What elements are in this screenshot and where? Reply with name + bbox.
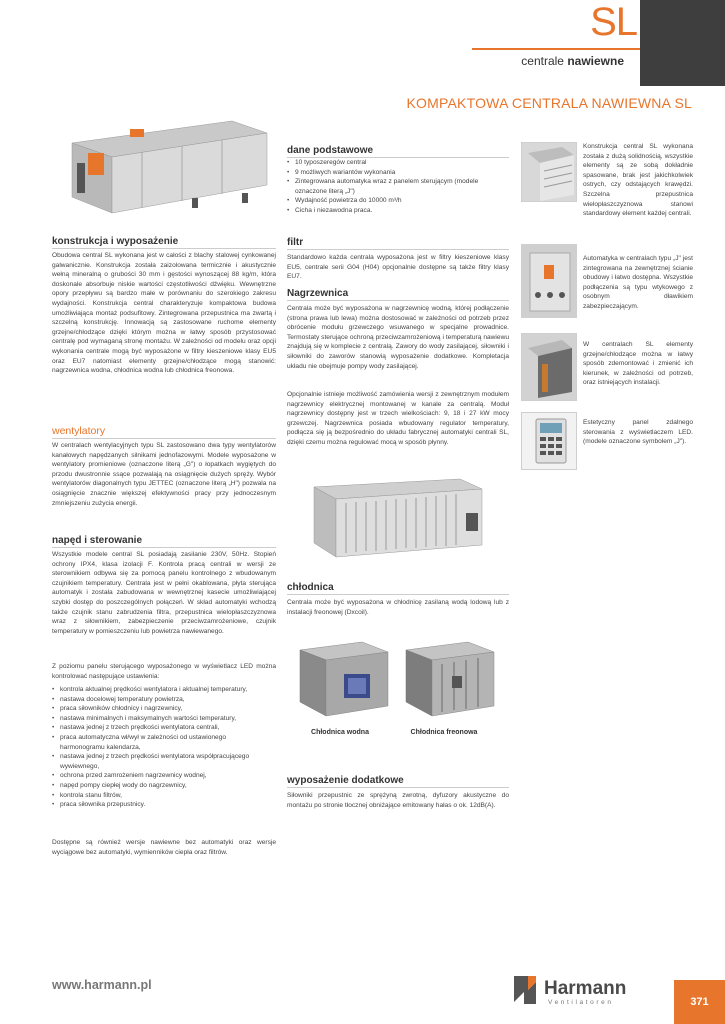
nagrzewnica-text-2: Opcjonalnie istnieje możliwość zamówienia wersji z zewnętrznym modułem nagrzewnicy elektrycznej montowanej w kanale za centralą. Moduł nagrzewnicy dostępny jest w trzech wielkościach: 9, 18 i 27 kW mocy grzewczej. Nagrzewnica posiada wbudowany regulator temperatury, podłącza się ją bezpośrednio do układu fabrycznej automatyki centrali SL, dzięki czemu można regulować mocą w sposób płynny. — [287, 391, 509, 446]
section-heading-chlodnica: chłodnica — [287, 582, 334, 593]
naped-text-3: Dostępne są również wersje nawiewne bez automatyki oraz wersje wyciągowe bez automatyki, wymienników ciepła oraz filtrów. — [52, 839, 276, 856]
product-main-image — [52, 113, 274, 221]
list-item: • praca siłowników chłodnicy i nagrzewnicy, — [52, 704, 266, 714]
detail-image-control-panel — [521, 412, 577, 470]
detail-image-coil — [521, 333, 577, 401]
list-item: • praca automatyczna wł/wył w zależności od ustawionego harmonogramu kalendarza, — [52, 733, 266, 752]
page-number: 371 — [674, 980, 725, 1024]
divider — [287, 594, 509, 595]
dodatkowe-text: Siłowniki przepustnic ze sprężyną zwrotną, dyfuzory akustyczne do montażu po stronie tłocznej obniżające emitowany hałas o ok. 12dB(A). — [287, 792, 509, 809]
nagrzewnica-text-1: Centrala może być wyposażona w nagrzewnicę wodną, której podłączenie (strona prawa lub lewa) można dostosować w zależności od potrzeb przez obrócenie modułu grzewczego wsuwanego w specjalne prowadnice. Termostaty sterujące ochroną przeciwzamrożeniową i temperaturą nawiewu znajdują się w komplecie z centralą. Zawory do wody zasilającej, siłowniki i siłowniki do zaworów stanowią wyposażenie dodatkowe. Kompletacja układu nie obejmuje pompy wody zasilającej. — [287, 305, 509, 370]
brand-name: Harmann — [544, 978, 627, 999]
divider — [287, 300, 509, 301]
list-item: • Wydajność powietrza do 10000 m³/h — [287, 196, 509, 206]
naped-text-2: Z poziomu panelu sterującego wyposażonego w wyświetlacz LED można kontrolować następujące ustawienia: — [52, 663, 276, 680]
water-cooler-image — [296, 636, 392, 722]
website-link[interactable]: www.harmann.pl — [52, 978, 152, 992]
right-text-2: Automatyka w centralach typu „J" jest zintegrowana na zewnętrznej ścianie obudowy i łatwo dostępna. Wszystkie podłączenia są typu wtykowego z osobnym dławikiem zabezpieczającym. — [583, 255, 693, 310]
subtitle-prefix: centrale — [521, 54, 564, 68]
section-heading-filtr: filtr — [287, 237, 304, 248]
list-item: • Cicha i niezawodna praca. — [287, 206, 509, 216]
section-heading-dane: dane podstawowe — [287, 145, 374, 156]
list-item: • kontrola stanu filtrów, — [52, 791, 266, 801]
divider — [52, 547, 276, 548]
list-item: • nastawa docelowej temperatury powietrza, — [52, 695, 266, 705]
list-item: • ochrona przed zamrożeniem nagrzewnicy wodnej, — [52, 771, 266, 781]
divider — [287, 249, 509, 250]
list-item: • 9 możliwych wariantów wykonania — [287, 168, 509, 178]
detail-image-automation — [521, 244, 577, 318]
caption-freon-cooler: Chłodnica freonowa — [410, 729, 478, 736]
freon-cooler-image — [402, 636, 498, 722]
series-code: SL — [590, 0, 637, 44]
section-heading-nagrzewnica: Nagrzewnica — [287, 288, 349, 299]
right-text-4: Estetyczny panel zdalnego sterowania z wyświetlaczem LED. (modele oznaczone symbolem „J"). — [583, 419, 693, 446]
heater-module-image — [300, 473, 496, 563]
chlodnica-text: Centrala może być wyposażona w chłodnicę zasilaną wodą lodową lub z instalacji freonowej (Dxcoil). — [287, 599, 509, 616]
konstrukcja-text: Obudowa central SL wykonana jest w całości z blachy stalowej cynkowanej galwanicznie. Konstrukcja została zaizolowana termicznie i akustycznie wełną mineralną o grubości 30 mm i gęstości wynoszącej 88 kg/m, która doskonale absorbuje niskie wartości częstotliwości dźwięku. Wewnętrzne opory przepływu są bardzo małe w porównaniu do szerokiego zakresu wydajności. Konstrukcja central charakteryzuje kompaktowa budowa umożliwiająca montaż podsufitowy. Zintegrowana przepustnica ma zwartą i szczelną konstrukcję. Innowacją są zastosowane ruchome elementy grzejne/chłodzące dzięki którym można w łatwy sposób przystosować centralę pod wymaganą stronę montażu. W zależności od modelu oraz opcji wykonania centrale mogą być wyposażone w filtry kieszeniowe klasy EU5 oraz EU7 natomiast elementy grzejne/chłodzące mogą stanowić: nagrzewnica wodna, chłodnica wodna lub chłodnica freonowa. — [52, 252, 276, 375]
divider — [287, 787, 509, 788]
naped-list — [52, 685, 266, 810]
section-heading-konstrukcja: konstrukcja i wyposażenie — [52, 236, 179, 247]
list-item: • kontrola aktualnej prędkości wentylatora i aktualnej temperatury, — [52, 685, 266, 695]
right-text-3: W centralach SL elementy grzejne/chłodzące można w łatwy sposób zdemontować i zmienić ich kierunek, w zależności od potrzeb, oraz istniejących instalacji. — [583, 341, 693, 387]
section-heading-dodatkowe: wyposażenie dodatkowe — [287, 775, 404, 786]
right-text-1: Konstrukcja central SL wykonana została z dużą solidnością, wszystkie elementy są ze sobą dokładnie spasowane, brak jest jakichkolwiek ostrych, czy odstających krawędzi. Szczelna przepustnica wielopłaszczyznowa stanowi standardowy element każdej centrali. — [583, 143, 693, 218]
divider — [52, 248, 276, 249]
list-item: • praca siłownika przepustnicy. — [52, 800, 266, 810]
list-item: • napęd pompy ciepłej wody do nagrzewnicy, — [52, 781, 266, 791]
caption-water-cooler: Chłodnica wodna — [311, 729, 369, 736]
section-heading-wentylatory: wentylatory — [52, 425, 106, 437]
list-item: • nastawa jednej z trzech prędkości wentylatora współpracującego wywiewnego, — [52, 752, 266, 771]
header-rule — [472, 48, 640, 50]
dane-list — [287, 158, 509, 216]
header-dark-box — [640, 0, 725, 86]
detail-image-damper — [521, 142, 577, 202]
list-item: • Zintegrowana automatyka wraz z panelem sterującym (modele oznaczone literą „J") — [287, 177, 509, 196]
list-item: • nastawa jednej z trzech prędkości wentylatora centrali, — [52, 723, 266, 733]
list-item: • nastawa minimalnych i maksymalnych wartości temperatury, — [52, 714, 266, 724]
divider — [52, 438, 276, 439]
filtr-text: Standardowo każda centrala wyposażona jest w filtry kieszeniowe klasy EU5, centrale serii G04 (H04) opcjonalnie dostępne są także filtry klasy EU7. — [287, 254, 509, 281]
page-title: KOMPAKTOWA CENTRALA NAWIEWNA SL — [406, 95, 692, 111]
wentylatory-text: W centralach wentylacyjnych typu SL zastosowano dwa typy wentylatorów kanałowych napędzanych silnikami jednofazowymi. Modele wyposażone w wentylatory promieniowe (oznaczone literą „G") o łopatkach wygiętych do przodu dwustronnie ssące pozwalają na osiągnięcie dużych spręży. Wybór wentylatorów diagonalnych typu JETTEC (oznaczone literą „H") pozwala na osiągnięcie znacznie większej efektywności pracy przy jednoczesnym zmniejszeniu zużycia energii. — [52, 442, 276, 507]
section-heading-naped: napęd i sterowanie — [52, 535, 143, 546]
brand-sub: Ventilatoren — [548, 999, 614, 1006]
harmann-logo — [512, 972, 672, 1008]
subtitle-bold: nawiewne — [567, 54, 624, 68]
header-subtitle — [460, 54, 624, 68]
naped-text-1: Wszystkie modele central SL posiadają zasilanie 230V, 50Hz. Stopień ochrony IPX4, klasa izolacji F. Kontrola pracą centrali w wersji ze sterownikiem odbywa się za pomocą panelu kontrolnego z wbudowanym czujnikiem temperatury. Centrala jest w pełni okablowana, płyta sterująca automatyk i została zabudowana w wewnętrznej kasecie umożliwiającej szybki dostęp do poszczególnych połączeń. W skład automatyki wchodzą także czujnik stanu zabrudzenia filtra, przepustnica wielopłaszczyznowa wraz z siłownikiem, zabezpieczenie przeciwzamrożeniowe, czujnik temperatury w pomieszczeniu lub powietrza nawiewanego. — [52, 551, 276, 635]
list-item: • 10 typoszeregów central — [287, 158, 509, 168]
